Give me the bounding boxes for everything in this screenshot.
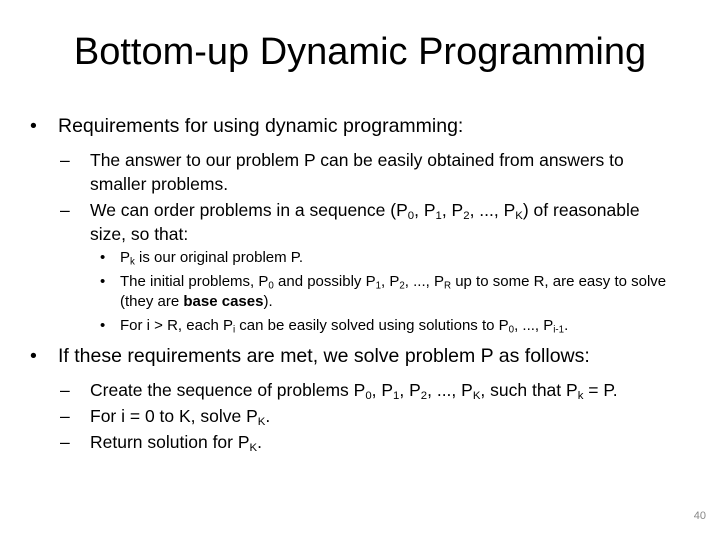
- text-segment: ).: [263, 293, 273, 310]
- text-segment: , P: [414, 200, 436, 220]
- subscript: 1: [393, 389, 400, 402]
- text-segment: , P: [371, 380, 394, 400]
- text-segment: , ..., P: [514, 317, 554, 334]
- bullet-text: Requirements for using dynamic programming:: [58, 115, 464, 137]
- text-segment: , such that P: [480, 380, 578, 400]
- subscript: 2: [463, 209, 470, 222]
- bullet-dot-icon: •: [100, 249, 106, 266]
- bullet-dot-icon: •: [100, 273, 106, 290]
- subscript: k: [577, 389, 584, 402]
- subscript: K: [515, 209, 523, 222]
- subscript: K: [257, 415, 266, 428]
- dash-icon: –: [60, 150, 70, 170]
- dash-icon: –: [60, 200, 70, 220]
- subscript: 2: [420, 389, 428, 402]
- subbullet-answer: [30, 148, 670, 196]
- bullet-text: If these requirements are met, we solve problem P as follows:: [58, 345, 590, 367]
- bold-text: base cases: [183, 293, 264, 310]
- text-segment: = P.: [583, 380, 618, 400]
- subscript: i: [232, 324, 236, 336]
- text-segment: , P: [399, 380, 421, 400]
- text-segment: For i > R, each P: [120, 317, 233, 334]
- subscript: 2: [399, 280, 405, 292]
- subscript: K: [249, 441, 258, 454]
- bullet-requirements: [30, 112, 670, 140]
- subbullet-create: [30, 378, 670, 402]
- subsub-base-cases: [30, 272, 670, 312]
- subbullet-text: The answer to our problem P can be easily obtained from answers to smaller problems.: [90, 150, 624, 194]
- text-segment: ) of reasonable size, so that:: [90, 200, 640, 244]
- subscript: K: [472, 389, 481, 402]
- text-segment: Create the sequence of problems P: [90, 380, 366, 400]
- bullet-dot-icon: •: [30, 345, 37, 367]
- text-segment: For i = 0 to K, solve P: [90, 406, 258, 426]
- text-segment: We can order problems in a sequence (P: [90, 200, 408, 220]
- bullet-dot-icon: •: [100, 317, 106, 334]
- dash-icon: –: [60, 432, 70, 452]
- dash-icon: –: [60, 380, 70, 400]
- subscript: i-1: [553, 324, 565, 336]
- text-segment: .: [564, 317, 569, 334]
- text-segment: .: [265, 406, 271, 426]
- subbullet-order: [30, 198, 670, 246]
- slide-number: 40: [693, 510, 706, 522]
- subscript: 0: [268, 280, 274, 292]
- text-segment: , P: [441, 200, 464, 220]
- text-segment: up to some R, are easy to solve (they are: [120, 273, 667, 310]
- text-segment: and possibly P: [273, 273, 376, 290]
- subscript: k: [130, 256, 135, 268]
- procedure-subitems: [30, 378, 670, 454]
- subbullet-loop: [30, 404, 670, 428]
- dash-icon: –: [60, 406, 70, 426]
- text-segment: , ..., P: [427, 380, 473, 400]
- subsub-original: [30, 248, 670, 268]
- subsub-solve: [30, 316, 670, 336]
- text-segment: Return solution for P: [90, 432, 250, 452]
- subscript: 0: [508, 324, 515, 336]
- text-segment: is our original problem P.: [134, 249, 304, 266]
- text-segment: .: [257, 432, 262, 452]
- text-segment: , ..., P: [469, 200, 516, 220]
- subscript: 0: [365, 389, 372, 402]
- text-segment: P: [120, 249, 131, 266]
- subscript: 0: [407, 209, 415, 222]
- subscript: 1: [375, 280, 382, 292]
- slide-title: Bottom-up Dynamic Programming: [73, 31, 647, 73]
- subbullet-return: [30, 430, 670, 454]
- bullet-procedure: [30, 342, 670, 370]
- text-segment: The initial problems, P: [120, 273, 269, 290]
- subscript: R: [443, 280, 452, 292]
- text-segment: can be easily solved using solutions to P: [235, 317, 509, 334]
- text-segment: , ..., P: [404, 273, 444, 290]
- bullet-dot-icon: •: [30, 115, 37, 137]
- subscript: 1: [435, 209, 442, 222]
- text-segment: , P: [381, 273, 400, 290]
- requirements-subitems: [30, 148, 670, 336]
- slide-body: [30, 112, 670, 460]
